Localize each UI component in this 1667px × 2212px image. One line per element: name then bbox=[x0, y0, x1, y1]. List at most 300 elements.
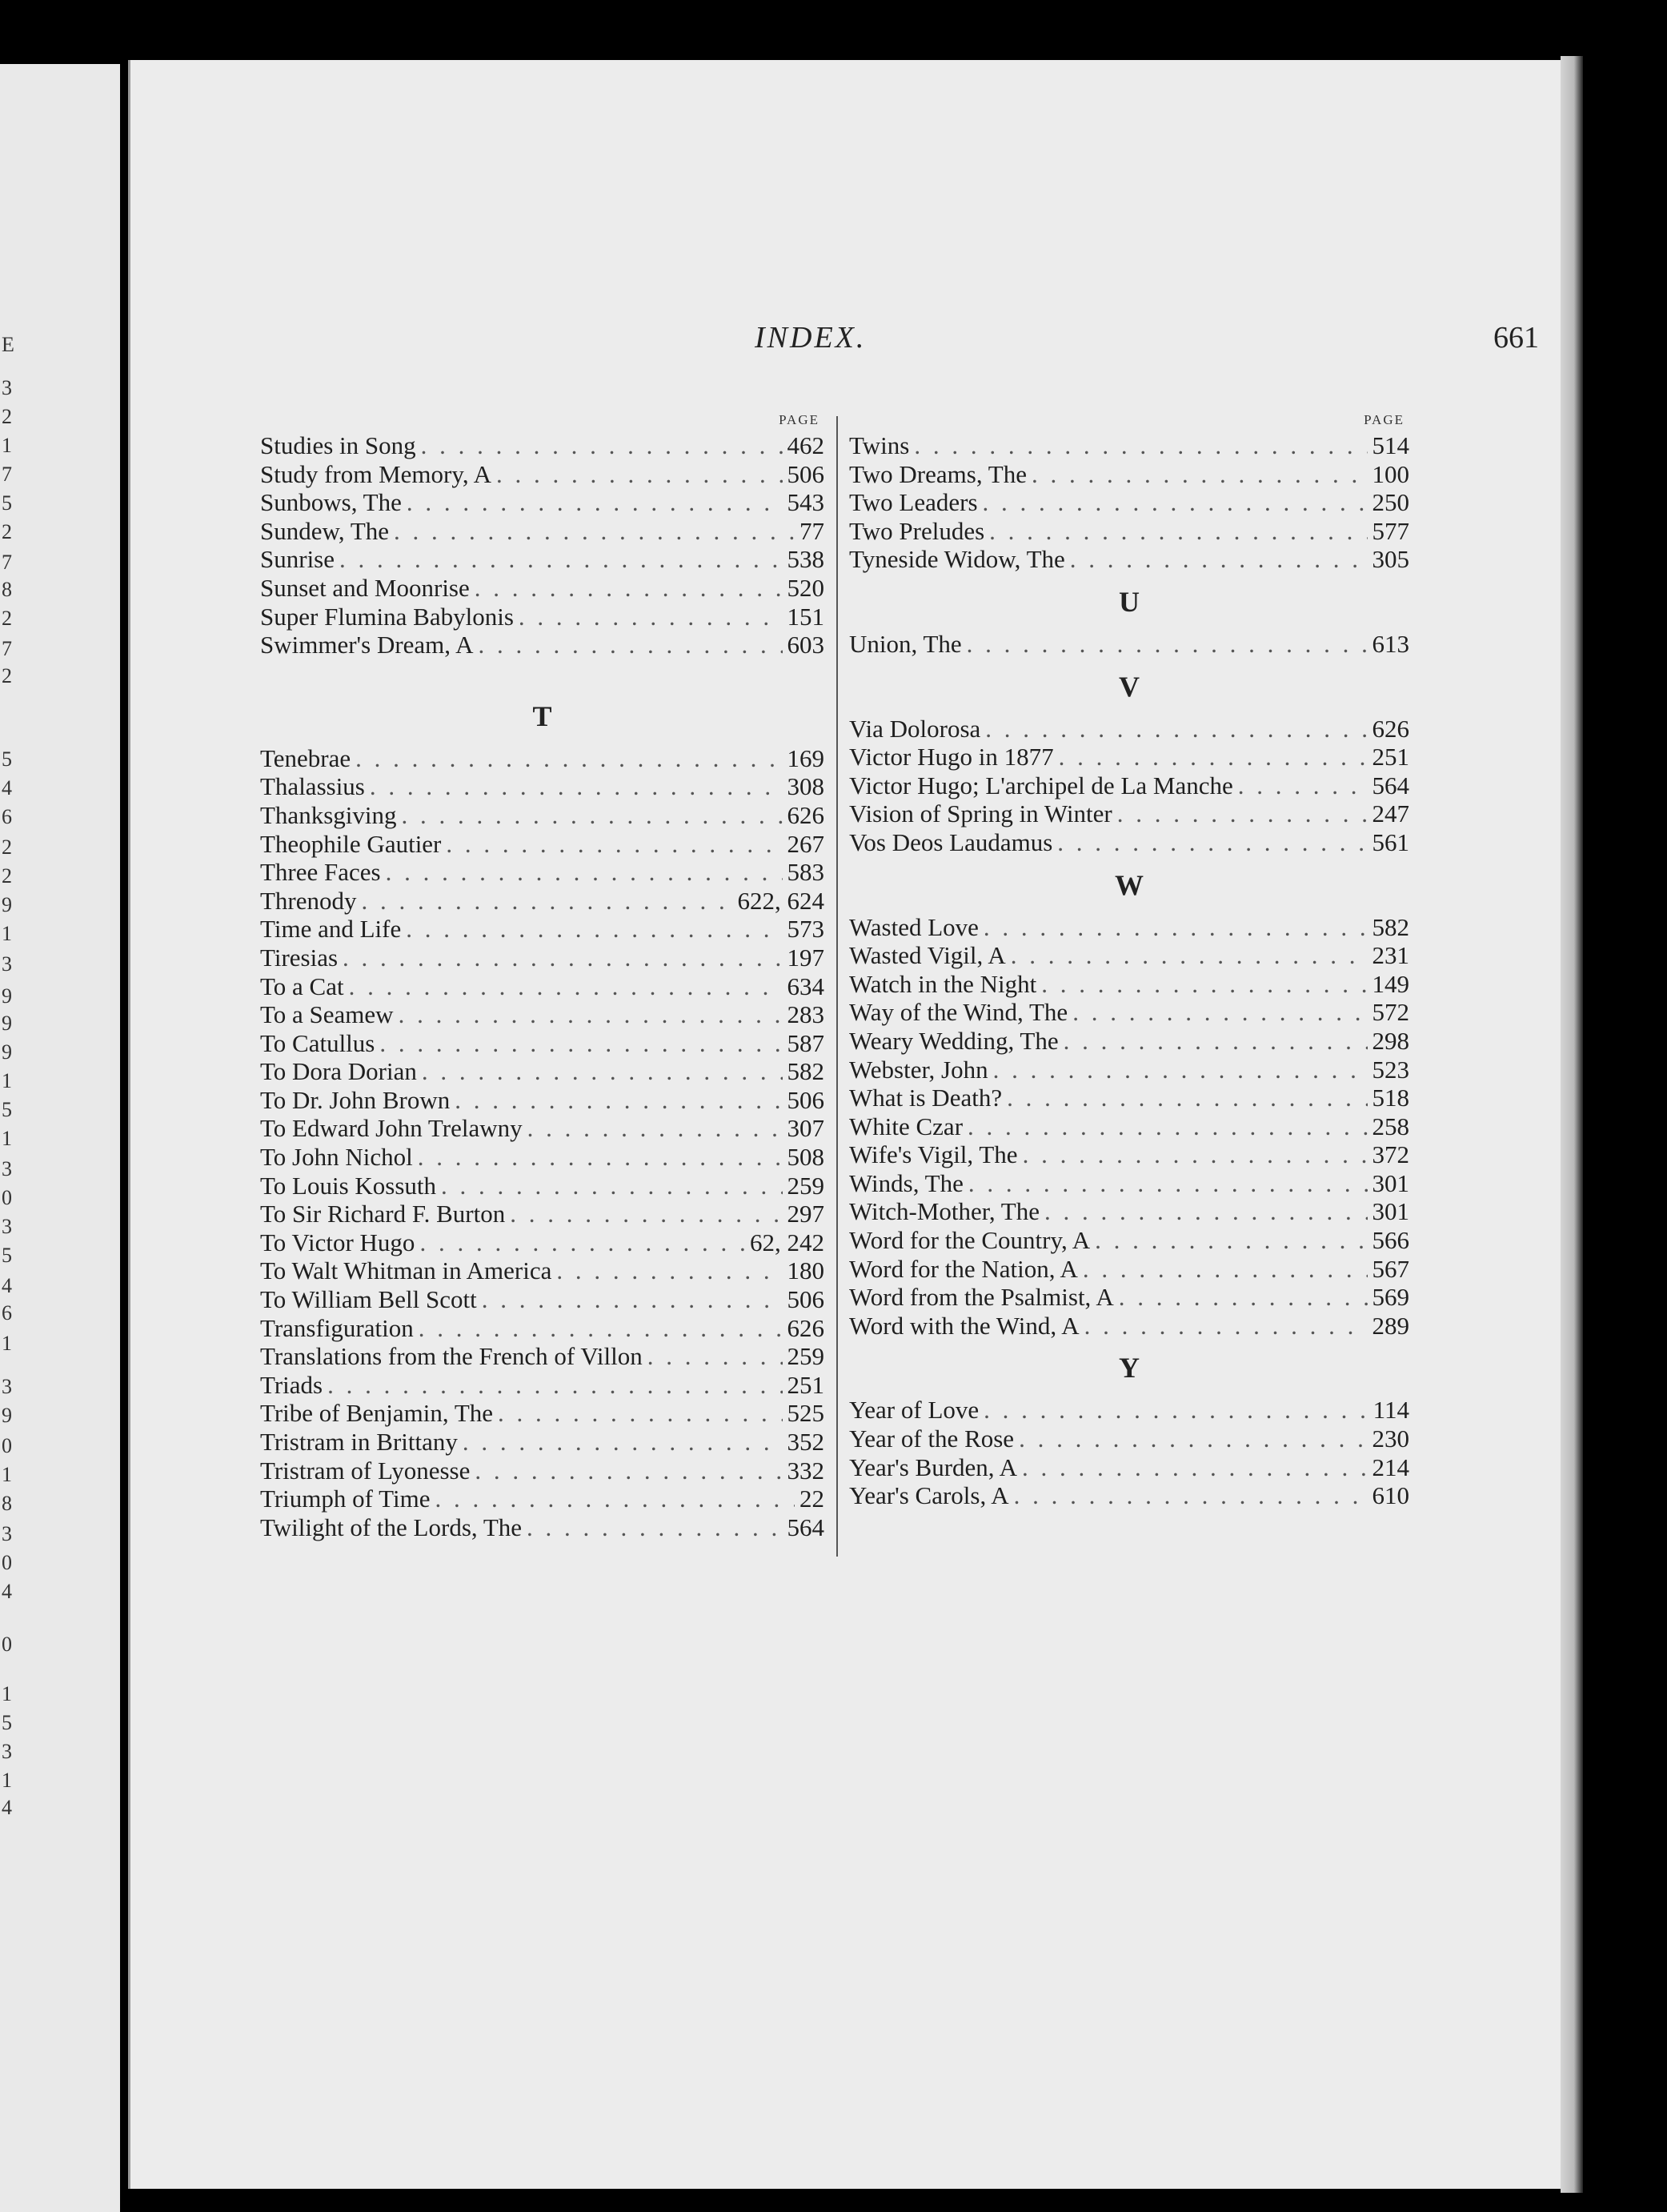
previous-page-digit: 1 bbox=[2, 1332, 12, 1355]
entry-title: Threnody bbox=[260, 886, 357, 915]
running-title: INDEX. bbox=[755, 321, 867, 355]
index-entry bbox=[849, 998, 1409, 1027]
entry-title: Swimmer's Dream, A bbox=[260, 631, 474, 659]
page-column-label: PAGE bbox=[779, 412, 819, 427]
entry-title: Studies in Song bbox=[260, 431, 416, 459]
entries-t-continued bbox=[849, 431, 1409, 574]
index-entry bbox=[260, 603, 824, 631]
entries-w bbox=[849, 913, 1409, 1340]
previous-page-digit: 0 bbox=[2, 1186, 12, 1209]
index-entry bbox=[849, 970, 1409, 999]
entry-title: Tiresias bbox=[260, 943, 339, 972]
index-entry bbox=[260, 1200, 824, 1228]
index-entry bbox=[849, 1084, 1409, 1112]
entry-title: To a Cat bbox=[260, 972, 344, 1000]
entries-y bbox=[849, 1396, 1409, 1509]
entry-title: To Dr. John Brown bbox=[260, 1085, 451, 1114]
dot-leader bbox=[339, 545, 783, 574]
entry-page: 610 bbox=[1372, 1481, 1409, 1510]
entry-title: Wasted Vigil, A bbox=[849, 941, 1006, 970]
index-entry bbox=[849, 913, 1409, 942]
page-column-label: PAGE bbox=[1364, 412, 1405, 427]
entry-title: Winds, The bbox=[849, 1168, 964, 1197]
entry-title: Theophile Gautier bbox=[260, 829, 442, 858]
entry-page: 582 bbox=[787, 1057, 824, 1086]
entry-page: 561 bbox=[1372, 827, 1409, 856]
dot-leader bbox=[478, 631, 782, 659]
dot-leader bbox=[399, 1000, 783, 1029]
index-entry bbox=[849, 431, 1409, 460]
dot-leader bbox=[968, 1112, 1367, 1141]
entry-page: 634 bbox=[787, 972, 824, 1000]
entry-page: 506 bbox=[787, 1085, 824, 1114]
index-entry bbox=[849, 488, 1409, 517]
entry-title: Tristram of Lyonesse bbox=[260, 1456, 471, 1485]
dot-leader bbox=[496, 460, 782, 489]
dot-leader bbox=[1064, 1027, 1368, 1056]
previous-page-digit: 5 bbox=[2, 747, 12, 771]
dot-leader bbox=[1117, 799, 1368, 828]
dot-leader bbox=[527, 1114, 783, 1143]
previous-page-digit: 5 bbox=[2, 1711, 12, 1734]
entry-page: 149 bbox=[1372, 969, 1409, 998]
index-entry bbox=[849, 828, 1409, 857]
dot-leader bbox=[1022, 1453, 1368, 1482]
dot-leader bbox=[1044, 1197, 1368, 1226]
entry-title: Three Faces bbox=[260, 858, 381, 887]
dot-leader bbox=[1014, 1481, 1368, 1510]
entry-title: Word for the Nation, A bbox=[849, 1254, 1078, 1283]
index-entry bbox=[260, 858, 824, 887]
entry-page: 587 bbox=[787, 1028, 824, 1057]
index-entry bbox=[260, 1513, 824, 1542]
entry-page: 297 bbox=[787, 1200, 824, 1228]
entry-page: 301 bbox=[1372, 1197, 1409, 1226]
previous-page-digit: 1 bbox=[2, 1682, 12, 1705]
page-header bbox=[130, 320, 1563, 360]
index-entry bbox=[260, 1342, 824, 1371]
entry-title: Sundew, The bbox=[260, 516, 390, 545]
dot-leader bbox=[1011, 941, 1368, 970]
entry-page: 518 bbox=[1372, 1084, 1409, 1112]
dot-leader bbox=[1119, 1283, 1368, 1312]
entry-title: Via Dolorosa bbox=[849, 714, 981, 743]
entry-page: 267 bbox=[787, 829, 824, 858]
dot-leader bbox=[1041, 970, 1367, 999]
dot-leader bbox=[419, 1228, 745, 1257]
previous-page-digit: 2 bbox=[2, 607, 12, 630]
index-entry bbox=[849, 1283, 1409, 1312]
index-entry bbox=[849, 715, 1409, 743]
dot-leader bbox=[993, 1056, 1368, 1084]
dot-leader bbox=[394, 517, 795, 546]
letter-heading-w: W bbox=[1115, 868, 1144, 901]
index-entry bbox=[260, 801, 824, 830]
entry-page: 506 bbox=[787, 459, 824, 488]
previous-page-digit: 4 bbox=[2, 776, 12, 799]
entry-title: To Catullus bbox=[260, 1028, 375, 1057]
entry-page: 626 bbox=[787, 1313, 824, 1342]
index-entry bbox=[849, 1396, 1409, 1425]
entry-title: Weary Wedding, The bbox=[849, 1026, 1059, 1055]
entry-title: Wife's Vigil, The bbox=[849, 1140, 1018, 1169]
entry-title: Transfiguration bbox=[260, 1313, 414, 1342]
entry-title: Year's Carols, A bbox=[849, 1481, 1009, 1510]
dot-leader bbox=[1083, 1255, 1368, 1284]
entry-title: Webster, John bbox=[849, 1055, 988, 1084]
entry-title: Two Dreams, The bbox=[849, 459, 1027, 488]
dot-leader bbox=[967, 630, 1368, 659]
entry-title: Twins bbox=[849, 431, 910, 459]
index-entry bbox=[849, 545, 1409, 574]
entry-title: Tenebrae bbox=[260, 743, 351, 772]
entry-page: 258 bbox=[1372, 1112, 1409, 1140]
dot-leader bbox=[482, 1285, 783, 1314]
previous-page-digit: 4 bbox=[2, 1274, 12, 1297]
previous-page-digit: 6 bbox=[2, 1301, 12, 1324]
index-entry bbox=[849, 1312, 1409, 1340]
entry-page: 62, 242 bbox=[750, 1228, 824, 1256]
entry-title: Triads bbox=[260, 1370, 323, 1399]
entry-page: 289 bbox=[1372, 1311, 1409, 1340]
entry-title: To Walt Whitman in America bbox=[260, 1256, 552, 1285]
index-entry bbox=[849, 743, 1409, 771]
index-entry bbox=[849, 771, 1409, 800]
index-entry bbox=[849, 460, 1409, 489]
previous-page-digit: 5 bbox=[2, 491, 12, 515]
entry-title: Way of the Wind, The bbox=[849, 998, 1068, 1027]
index-entry bbox=[849, 1453, 1409, 1482]
index-entry bbox=[849, 1197, 1409, 1226]
entry-page: 352 bbox=[787, 1428, 824, 1456]
entry-title: To Victor Hugo bbox=[260, 1228, 415, 1256]
dot-leader bbox=[556, 1256, 782, 1285]
entry-title: To a Seamew bbox=[260, 1000, 394, 1029]
dot-leader bbox=[1084, 1312, 1368, 1340]
entry-title: Wasted Love bbox=[849, 912, 979, 941]
entry-page: 514 bbox=[1372, 431, 1409, 459]
index-entry bbox=[260, 1314, 824, 1343]
index-entry bbox=[260, 915, 824, 944]
index-entry bbox=[260, 1285, 824, 1314]
index-entry bbox=[849, 517, 1409, 546]
dot-leader bbox=[327, 1371, 782, 1400]
entry-page: 520 bbox=[787, 573, 824, 602]
index-column-left bbox=[260, 412, 824, 1541]
previous-page-digit: 2 bbox=[2, 405, 12, 428]
entry-page: 305 bbox=[1372, 545, 1409, 574]
entry-title: Victor Hugo in 1877 bbox=[849, 743, 1054, 771]
previous-page-digit: 5 bbox=[2, 1244, 12, 1267]
dot-leader bbox=[407, 488, 783, 517]
previous-page-digit: 2 bbox=[2, 836, 12, 859]
entry-title: Time and Life bbox=[260, 915, 402, 944]
entry-title: Sunbows, The bbox=[260, 488, 402, 517]
dot-leader bbox=[379, 1029, 782, 1058]
entry-page: 283 bbox=[787, 1000, 824, 1029]
entry-page: 100 bbox=[1372, 459, 1409, 488]
dot-leader bbox=[985, 715, 1367, 743]
entry-title: Word for the Country, A bbox=[849, 1226, 1091, 1255]
entry-page: 603 bbox=[787, 631, 824, 659]
entry-title: Tristram in Brittany bbox=[260, 1428, 458, 1456]
previous-page-digit: E bbox=[2, 333, 14, 356]
entry-title: What is Death? bbox=[849, 1084, 1003, 1112]
dot-leader bbox=[463, 1428, 783, 1457]
dot-leader bbox=[1238, 771, 1368, 800]
dot-leader bbox=[984, 1396, 1368, 1425]
previous-page-digit: 3 bbox=[2, 952, 12, 976]
dot-leader bbox=[498, 1399, 782, 1428]
entry-page: 301 bbox=[1372, 1168, 1409, 1197]
dot-leader bbox=[914, 431, 1367, 460]
dot-leader bbox=[527, 1513, 782, 1542]
previous-page-digit: 0 bbox=[2, 1434, 12, 1457]
entry-page: 506 bbox=[787, 1285, 824, 1314]
letter-heading-v: V bbox=[1119, 670, 1140, 703]
dot-leader bbox=[441, 1172, 782, 1200]
previous-page-digit: 2 bbox=[2, 664, 12, 687]
entry-page: 622, 624 bbox=[737, 886, 824, 915]
index-entry bbox=[260, 431, 824, 460]
entry-page: 251 bbox=[787, 1370, 824, 1399]
entry-page: 22 bbox=[799, 1485, 824, 1513]
previous-page-digit: 3 bbox=[2, 1157, 12, 1180]
entry-page: 564 bbox=[1372, 771, 1409, 799]
dot-leader bbox=[370, 772, 783, 801]
previous-page-digit: 1 bbox=[2, 1127, 12, 1150]
dot-leader bbox=[1072, 998, 1367, 1027]
previous-page-digit: 1 bbox=[2, 922, 12, 945]
index-entry bbox=[260, 1114, 824, 1143]
dot-leader bbox=[1032, 460, 1368, 489]
previous-page-digit: 8 bbox=[2, 1492, 12, 1515]
previous-page-digit: 9 bbox=[2, 1040, 12, 1064]
index-entry bbox=[260, 772, 824, 801]
previous-page-digit: 3 bbox=[2, 1522, 12, 1545]
entry-page: 114 bbox=[1372, 1396, 1409, 1425]
index-entry bbox=[260, 830, 824, 859]
entry-page: 298 bbox=[1372, 1026, 1409, 1055]
dot-leader bbox=[510, 1200, 782, 1228]
dot-leader bbox=[1070, 545, 1368, 574]
entry-title: Watch in the Night bbox=[849, 969, 1037, 998]
entry-page: 577 bbox=[1372, 516, 1409, 545]
entry-title: To John Nichol bbox=[260, 1143, 413, 1172]
index-entry bbox=[849, 1169, 1409, 1198]
dot-leader bbox=[419, 1314, 783, 1343]
entry-page: 231 bbox=[1372, 941, 1409, 970]
entry-title: Two Preludes bbox=[849, 516, 985, 545]
dot-leader bbox=[386, 858, 783, 887]
entry-page: 572 bbox=[1372, 998, 1409, 1027]
entry-title: Witch-Mother, The bbox=[849, 1197, 1040, 1226]
index-entry bbox=[260, 1228, 824, 1257]
dot-leader bbox=[1019, 1425, 1367, 1453]
previous-page-digit: 4 bbox=[2, 1580, 12, 1603]
entry-page: 613 bbox=[1372, 629, 1409, 658]
index-entry bbox=[260, 1143, 824, 1172]
entry-page: 573 bbox=[787, 915, 824, 944]
index-entry bbox=[260, 887, 824, 916]
entries-t bbox=[260, 744, 824, 1542]
entry-page: 214 bbox=[1372, 1453, 1409, 1481]
column-divider bbox=[836, 416, 838, 1557]
index-entry bbox=[849, 941, 1409, 970]
letter-heading-t: T bbox=[532, 699, 552, 732]
entry-page: 583 bbox=[787, 858, 824, 887]
previous-page-digit: 1 bbox=[2, 1069, 12, 1092]
entry-title: To Sir Richard F. Burton bbox=[260, 1200, 506, 1228]
index-entry bbox=[260, 1371, 824, 1400]
index-entry bbox=[260, 545, 824, 574]
previous-page-digit: 0 bbox=[2, 1551, 12, 1574]
previous-page-digit: 1 bbox=[2, 434, 12, 457]
entry-page: 332 bbox=[787, 1456, 824, 1485]
dot-leader bbox=[355, 744, 782, 773]
dot-leader bbox=[475, 574, 783, 603]
dot-leader bbox=[1023, 1140, 1368, 1169]
entry-title: Vision of Spring in Winter bbox=[849, 799, 1112, 828]
index-entry bbox=[260, 972, 824, 1001]
index-entry bbox=[260, 460, 824, 489]
dot-leader bbox=[983, 488, 1368, 517]
entry-page: 525 bbox=[787, 1399, 824, 1428]
entry-page: 538 bbox=[787, 545, 824, 574]
entry-page: 508 bbox=[787, 1143, 824, 1172]
entry-title: Word with the Wind, A bbox=[849, 1311, 1080, 1340]
entry-page: 372 bbox=[1372, 1140, 1409, 1169]
previous-page-digit: 3 bbox=[2, 1375, 12, 1398]
dot-leader bbox=[343, 944, 782, 972]
index-entry bbox=[260, 1172, 824, 1200]
entry-page: 247 bbox=[1372, 799, 1409, 828]
entry-title: To Louis Kossuth bbox=[260, 1171, 437, 1200]
index-entry bbox=[849, 1056, 1409, 1084]
index-entry bbox=[849, 1226, 1409, 1255]
entry-title: To William Bell Scott bbox=[260, 1285, 477, 1314]
previous-page-digit: 8 bbox=[2, 578, 12, 601]
index-entry bbox=[260, 944, 824, 972]
dot-leader bbox=[446, 830, 782, 859]
index-entry bbox=[260, 1029, 824, 1058]
entry-page: 197 bbox=[787, 943, 824, 972]
dot-leader bbox=[475, 1457, 782, 1485]
index-entry bbox=[260, 1428, 824, 1457]
entry-page: 169 bbox=[787, 743, 824, 772]
entry-title: Tribe of Benjamin, The bbox=[260, 1399, 494, 1428]
dot-leader bbox=[435, 1485, 795, 1513]
previous-page-digit: 9 bbox=[2, 1012, 12, 1035]
entry-page: 567 bbox=[1372, 1254, 1409, 1283]
index-entry bbox=[849, 1255, 1409, 1284]
dot-leader bbox=[989, 517, 1367, 546]
entry-title: Tyneside Widow, The bbox=[849, 545, 1065, 574]
dot-leader bbox=[1007, 1084, 1367, 1112]
index-entry bbox=[849, 799, 1409, 828]
dot-leader bbox=[984, 913, 1368, 942]
entry-page: 543 bbox=[787, 488, 824, 517]
entry-title: Sunset and Moonrise bbox=[260, 573, 470, 602]
entry-page: 569 bbox=[1372, 1283, 1409, 1312]
entry-page: 230 bbox=[1372, 1425, 1409, 1453]
entry-page: 523 bbox=[1372, 1055, 1409, 1084]
entry-title: White Czar bbox=[849, 1112, 964, 1140]
entry-title: Translations from the French of Villon bbox=[260, 1342, 643, 1371]
dot-leader bbox=[519, 603, 783, 631]
previous-page-digit: 0 bbox=[2, 1633, 12, 1656]
index-entry bbox=[260, 517, 824, 546]
previous-page-digit: 7 bbox=[2, 551, 12, 574]
dot-leader bbox=[418, 1143, 783, 1172]
entry-title: Triumph of Time bbox=[260, 1485, 431, 1513]
index-column-right bbox=[849, 412, 1409, 1510]
entry-page: 259 bbox=[787, 1171, 824, 1200]
previous-page-digit: 3 bbox=[2, 1215, 12, 1238]
index-entry bbox=[260, 1256, 824, 1285]
entry-title: To Edward John Trelawny bbox=[260, 1114, 523, 1143]
previous-page-digit: 2 bbox=[2, 864, 12, 888]
index-entry bbox=[260, 744, 824, 773]
entries-s bbox=[260, 431, 824, 659]
entry-page: 626 bbox=[787, 800, 824, 829]
entry-page: 564 bbox=[787, 1513, 824, 1541]
index-entry bbox=[260, 1057, 824, 1086]
previous-page-digit: 1 bbox=[2, 1463, 12, 1486]
entry-title: Two Leaders bbox=[849, 488, 978, 517]
index-entry bbox=[849, 1112, 1409, 1141]
entry-title: Year of the Rose bbox=[849, 1425, 1015, 1453]
dot-leader bbox=[1057, 828, 1367, 857]
entries-u bbox=[849, 630, 1409, 659]
dot-leader bbox=[362, 887, 733, 916]
dot-leader bbox=[421, 431, 783, 460]
index-entry bbox=[260, 1399, 824, 1428]
entry-title: Super Flumina Babylonis bbox=[260, 602, 514, 631]
entry-page: 77 bbox=[799, 516, 824, 545]
dot-leader bbox=[422, 1057, 783, 1086]
previous-page-digit: 6 bbox=[2, 805, 12, 828]
entry-title: Vos Deos Laudamus bbox=[849, 827, 1053, 856]
previous-page-digit: 3 bbox=[2, 376, 12, 399]
previous-page-digit: 3 bbox=[2, 1740, 12, 1763]
entry-title: Thanksgiving bbox=[260, 800, 397, 829]
previous-page-edge bbox=[0, 64, 120, 2212]
index-page bbox=[128, 60, 1563, 2189]
letter-heading-y: Y bbox=[1119, 1352, 1140, 1385]
index-entry bbox=[260, 1457, 824, 1485]
entry-page: 308 bbox=[787, 772, 824, 801]
entry-page: 307 bbox=[787, 1114, 824, 1143]
index-entry bbox=[260, 1086, 824, 1115]
index-entry bbox=[849, 1425, 1409, 1453]
dot-leader bbox=[349, 972, 783, 1001]
previous-page-digit: 9 bbox=[2, 893, 12, 916]
entry-page: 259 bbox=[787, 1342, 824, 1371]
entries-v bbox=[849, 715, 1409, 857]
entry-title: To Dora Dorian bbox=[260, 1057, 417, 1086]
index-entry bbox=[260, 631, 824, 659]
previous-page-digit: 7 bbox=[2, 463, 12, 486]
entry-page: 566 bbox=[1372, 1226, 1409, 1255]
previous-page-digit: 1 bbox=[2, 1769, 12, 1792]
index-entry bbox=[260, 488, 824, 517]
entry-title: Victor Hugo; L'archipel de La Manche bbox=[849, 771, 1233, 799]
dot-leader bbox=[968, 1169, 1368, 1198]
entry-page: 582 bbox=[1372, 912, 1409, 941]
index-entry bbox=[849, 630, 1409, 659]
previous-page-digit: 2 bbox=[2, 520, 12, 543]
